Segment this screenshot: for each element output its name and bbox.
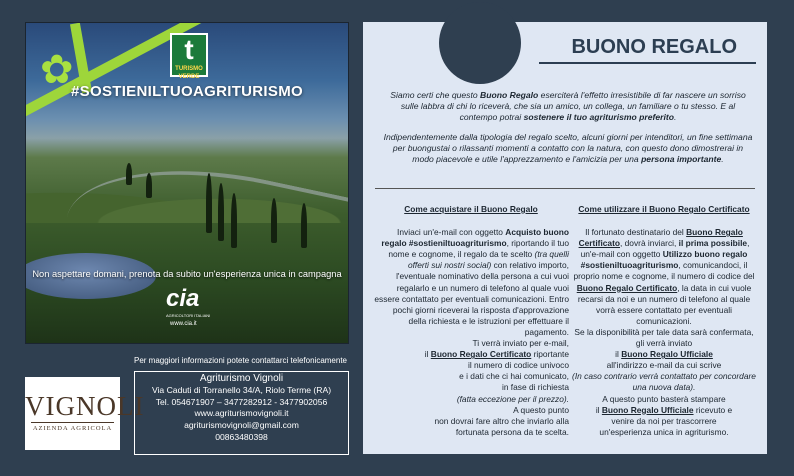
purchase-line: il Buono Regalo Certificato riportante	[424, 349, 569, 360]
cypress-tree	[271, 198, 277, 243]
hero-image	[25, 22, 349, 344]
section-divider	[375, 188, 755, 189]
contact-website[interactable]: www.agriturismovignoli.it	[194, 408, 289, 419]
usage-line: un'esperienza unica in agriturismo.	[599, 426, 729, 437]
usage-heading: Come utilizzare il Buono Regalo Certificato	[578, 204, 750, 214]
cypress-tree	[146, 173, 152, 198]
intro-paragraph: Siamo certi che questo Buono Regalo eserciterà l'effetto irresistibile di far nascere un sorriso sulle labbra di chi lo riceverà, che sia un amico, un collega, un familiare o tu stesso. E al contempo potrai sostenere il tuo agriturismo preferito.	[390, 90, 746, 122]
purchase-line: Ti verrà inviato per e-mail,	[472, 338, 569, 349]
page-title: BUONO REGALO	[571, 36, 737, 58]
cypress-tree	[301, 203, 307, 248]
contact-phones: Tel. 054671907 – 3477282912 - 3477902056	[155, 396, 328, 407]
cia-url: www.cia.it	[170, 321, 197, 327]
vignoli-logo: VIGNOLI AZIENDA AGRICOLA	[25, 377, 120, 450]
usage-line: il Buono Regalo Ufficiale	[615, 349, 713, 360]
cypress-tree	[218, 183, 224, 241]
usage-column	[571, 204, 757, 438]
contact-box	[134, 371, 349, 455]
cypress-tree	[231, 193, 237, 248]
cypress-tree	[126, 163, 132, 185]
turismo-verde-logo: t TURISMO VERDE	[170, 33, 208, 77]
decorative-circle	[439, 2, 521, 84]
purchase-text: Inviaci un'e-mail con oggetto Acquisto buono regalo #sostieniltuoagriturismo, riportando il tuo nome e cognome, il regalo da te scelto (tra quelli offerti sui nostri social) con relativo importo, l'eventuale nominativo della persona a cui vuoi regalarlo e un numero di telefono al quale vuoi essere contattato per eventuali comunicazioni. Entro pochi giorni riceverai la risposta d'approvazione della richiesta e le istruzioni per effettuare il pagamento.	[374, 227, 569, 337]
contact-intro: Per maggiori informazioni potete contattarci telefonicamente	[134, 356, 347, 365]
cia-subtitle: AGRICOLTORI ITALIANI	[166, 313, 211, 318]
gift-voucher-panel	[363, 22, 767, 454]
hero-tagline: Non aspettare domani, prenota da subito un'esperienza unica in campagna	[32, 269, 342, 279]
hashtag-title: #SOSTIENILTUOAGRITURISMO	[71, 83, 303, 100]
contact-email[interactable]: agriturismovignoli@gmail.com	[184, 420, 299, 431]
cia-logo: cia	[166, 285, 200, 312]
contact-vat: 00863480398	[215, 431, 268, 442]
title-divider	[539, 62, 756, 64]
usage-text: Il fortunato destinatario del Buono Regalo Certificato, dovrà inviarci, il prima possibile, un'e-mail con oggetto Utilizzo buono regalo #sostieniltuoagriturismo, comunicandoci, il proprio nome e cognome, il numero di codice del Buono Regalo Certificato, la data in cui vuole recarsi da noi e un numero di telefono al quale vorrà essere contattato per eventuali comunicazioni.	[573, 227, 755, 326]
purchase-line: A questo punto	[513, 404, 569, 415]
contact-name: Agriturismo Vignoli	[199, 373, 284, 384]
purchase-column	[373, 204, 569, 438]
purchase-line: il numero di codice univoco	[467, 360, 569, 371]
contact-address: Via Caduti di Torranello 34/A, Riolo Terme (RA)	[151, 385, 332, 395]
usage-line: il Buono Regalo Ufficiale ricevuto e	[595, 404, 733, 415]
purchase-line: fortunata persona da te scelta.	[455, 426, 569, 437]
purchase-line: in fase di richiesta	[501, 382, 569, 393]
usage-line: A questo punto basterà stampare	[602, 393, 726, 404]
usage-line: all'indirizzo e-mail da cui scrive	[606, 360, 722, 371]
usage-line: venire da noi per trascorrere	[611, 415, 717, 426]
gift-bow-icon: ✿	[40, 48, 74, 92]
purchase-line: non dovrai fare altro che inviarlo alla	[434, 415, 569, 426]
cypress-tree	[206, 173, 212, 233]
usage-line: (In caso contrario verrà contattato per concordare una nuova data).	[572, 371, 756, 393]
purchase-line: (fatta eccezione per il prezzo).	[456, 393, 569, 404]
intro-paragraph-2: Indipendentemente dalla tipologia del regalo scelto, alcuni giorni per intenditori, un fine settimana per buongustai o rilassanti momenti a contatto con la natura, con questo dono dimostrerai in modo piacevole e utile l'apprezzamento e l'amicizia per una persona importante.	[383, 132, 753, 164]
usage-line: Se la disponibilità per tale data sarà confermata, gli verrà inviato	[574, 326, 754, 349]
purchase-line: e i dati che ci hai comunicato,	[459, 371, 569, 382]
purchase-heading: Come acquistare il Buono Regalo	[404, 204, 538, 214]
